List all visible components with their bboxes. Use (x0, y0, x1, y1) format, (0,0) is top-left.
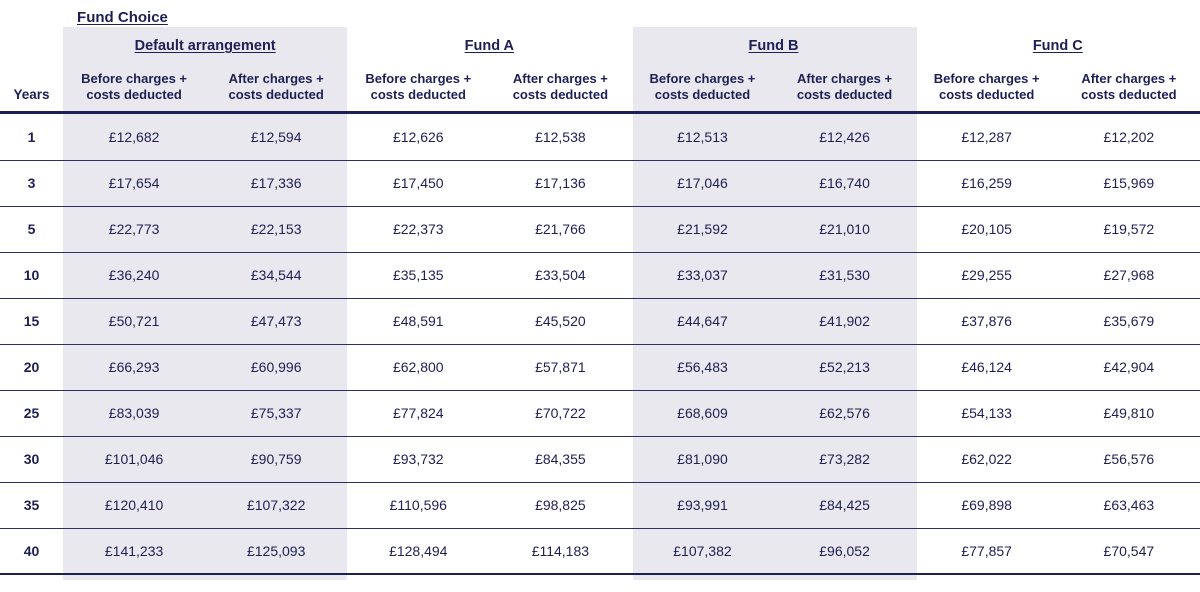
group-label-default-arrangement: Default arrangement (134, 38, 276, 54)
cell-value-4: £12,513 (631, 114, 773, 160)
cell-years: 5 (0, 206, 63, 252)
column-header-fund-b-after (774, 63, 916, 111)
sub-header-line1: After charges + (1081, 71, 1177, 86)
sub-header-line2: costs deducted (796, 87, 893, 102)
cell-value-5: £12,426 (774, 114, 916, 160)
table-row (0, 482, 1200, 528)
table-row (0, 114, 1200, 160)
cell-years: 40 (0, 528, 63, 574)
table-row (0, 206, 1200, 252)
cell-value-2: £62,800 (347, 344, 489, 390)
cell-value-4: £56,483 (631, 344, 773, 390)
sub-header-line1: Before charges + (649, 71, 756, 86)
group-header-fund-b (631, 27, 915, 63)
cell-value-4: £68,609 (631, 390, 773, 436)
cell-value-3: £98,825 (489, 482, 631, 528)
cell-value-7: £35,679 (1058, 298, 1200, 344)
cell-value-5: £62,576 (774, 390, 916, 436)
sub-header-line2: costs deducted (654, 87, 751, 102)
sub-header-line1: Before charges + (933, 71, 1040, 86)
cell-value-0: £36,240 (63, 252, 205, 298)
cell-value-2: £77,824 (347, 390, 489, 436)
cell-value-1: £125,093 (205, 528, 347, 574)
cell-value-3: £70,722 (489, 390, 631, 436)
table-row (0, 528, 1200, 574)
cell-years: 35 (0, 482, 63, 528)
column-header-fund-c-after (1058, 63, 1200, 111)
cell-value-3: £33,504 (489, 252, 631, 298)
cell-value-3: £114,183 (489, 528, 631, 574)
cell-value-4: £107,382 (631, 528, 773, 574)
cell-years: 10 (0, 252, 63, 298)
title-row (0, 0, 1200, 27)
cell-value-5: £41,902 (774, 298, 916, 344)
table-head (0, 0, 1200, 114)
cell-value-7: £27,968 (1058, 252, 1200, 298)
column-header-default-after (205, 63, 347, 111)
table-body (0, 114, 1200, 574)
cell-value-2: £93,732 (347, 436, 489, 482)
table-row (0, 344, 1200, 390)
cell-value-2: £17,450 (347, 160, 489, 206)
cell-value-4: £33,037 (631, 252, 773, 298)
table-row (0, 252, 1200, 298)
column-header-fund-b-before (631, 63, 773, 111)
cell-value-0: £12,682 (63, 114, 205, 160)
sub-header-line2: costs deducted (228, 87, 324, 102)
cell-value-6: £20,105 (916, 206, 1058, 252)
cell-value-6: £62,022 (916, 436, 1058, 482)
cell-value-7: £63,463 (1058, 482, 1200, 528)
group-label-fund-a: Fund A (464, 38, 515, 54)
cell-value-3: £57,871 (489, 344, 631, 390)
title-spacer (0, 0, 63, 27)
cell-value-4: £44,647 (631, 298, 773, 344)
cell-years: 30 (0, 436, 63, 482)
sub-header-line2: costs deducted (370, 87, 466, 102)
title-cell (63, 0, 1200, 27)
cell-value-6: £54,133 (916, 390, 1058, 436)
table-row (0, 298, 1200, 344)
cell-value-6: £29,255 (916, 252, 1058, 298)
group-label-fund-c: Fund C (1032, 38, 1083, 54)
cell-value-6: £69,898 (916, 482, 1058, 528)
cell-value-7: £15,969 (1058, 160, 1200, 206)
cell-value-1: £34,544 (205, 252, 347, 298)
cell-value-5: £16,740 (774, 160, 916, 206)
group-header-fund-c (916, 27, 1200, 63)
cell-value-3: £45,520 (489, 298, 631, 344)
cell-value-0: £17,654 (63, 160, 205, 206)
sub-header-line2: costs deducted (86, 87, 182, 102)
cell-value-1: £107,322 (205, 482, 347, 528)
cell-value-7: £19,572 (1058, 206, 1200, 252)
cell-value-5: £84,425 (774, 482, 916, 528)
cell-value-5: £96,052 (774, 528, 916, 574)
fund-group-header-row (0, 27, 1200, 63)
cell-value-7: £56,576 (1058, 436, 1200, 482)
sub-header-line2: costs deducted (1081, 87, 1177, 102)
table-row (0, 390, 1200, 436)
cell-value-7: £12,202 (1058, 114, 1200, 160)
group-header-default-arrangement (63, 27, 347, 63)
cell-value-2: £48,591 (347, 298, 489, 344)
sub-header-line1: After charges + (228, 71, 324, 86)
page-title: Fund Choice (77, 9, 168, 26)
cell-value-4: £81,090 (631, 436, 773, 482)
cell-value-0: £66,293 (63, 344, 205, 390)
cell-value-0: £101,046 (63, 436, 205, 482)
cell-value-4: £21,592 (631, 206, 773, 252)
cell-value-7: £70,547 (1058, 528, 1200, 574)
cell-value-3: £21,766 (489, 206, 631, 252)
cell-value-3: £12,538 (489, 114, 631, 160)
column-header-years: Years (13, 87, 50, 102)
cell-value-0: £141,233 (63, 528, 205, 574)
cell-value-4: £93,991 (631, 482, 773, 528)
cell-value-3: £84,355 (489, 436, 631, 482)
cell-value-1: £90,759 (205, 436, 347, 482)
sub-header-line1: After charges + (512, 71, 608, 86)
table-row (0, 436, 1200, 482)
cell-value-2: £35,135 (347, 252, 489, 298)
cell-value-1: £60,996 (205, 344, 347, 390)
group-row-years-spacer (0, 27, 63, 63)
table-row (0, 160, 1200, 206)
cell-value-5: £73,282 (774, 436, 916, 482)
cell-value-6: £12,287 (916, 114, 1058, 160)
cell-value-4: £17,046 (631, 160, 773, 206)
sub-header-line1: Before charges + (81, 71, 188, 86)
cell-value-6: £37,876 (916, 298, 1058, 344)
cell-years: 1 (0, 114, 63, 160)
column-header-fund-c-before (916, 63, 1058, 111)
sub-header-line1: Before charges + (365, 71, 472, 86)
sub-header-line2: costs deducted (512, 87, 609, 102)
cell-value-1: £22,153 (205, 206, 347, 252)
group-header-fund-a (347, 27, 631, 63)
column-header-fund-a-before (347, 63, 489, 111)
cell-years: 20 (0, 344, 63, 390)
cell-value-5: £21,010 (774, 206, 916, 252)
cell-value-7: £49,810 (1058, 390, 1200, 436)
cell-value-5: £31,530 (774, 252, 916, 298)
cell-value-0: £83,039 (63, 390, 205, 436)
cell-value-2: £12,626 (347, 114, 489, 160)
cell-years: 3 (0, 160, 63, 206)
cell-value-0: £120,410 (63, 482, 205, 528)
cell-value-2: £128,494 (347, 528, 489, 574)
cell-years: 25 (0, 390, 63, 436)
cell-value-0: £22,773 (63, 206, 205, 252)
column-header-fund-a-after (489, 63, 631, 111)
cell-value-1: £75,337 (205, 390, 347, 436)
cell-value-1: £17,336 (205, 160, 347, 206)
column-header-default-before (63, 63, 205, 111)
cell-value-2: £22,373 (347, 206, 489, 252)
cell-value-0: £50,721 (63, 298, 205, 344)
group-label-fund-b: Fund B (748, 38, 799, 54)
column-sub-header-row (0, 63, 1200, 111)
cell-years: 15 (0, 298, 63, 344)
sub-header-line2: costs deducted (938, 87, 1035, 102)
cell-value-6: £46,124 (916, 344, 1058, 390)
cell-value-7: £42,904 (1058, 344, 1200, 390)
cell-value-6: £16,259 (916, 160, 1058, 206)
cell-value-1: £12,594 (205, 114, 347, 160)
cell-value-2: £110,596 (347, 482, 489, 528)
cell-value-6: £77,857 (916, 528, 1058, 574)
cell-value-1: £47,473 (205, 298, 347, 344)
sub-header-line1: After charges + (797, 71, 893, 86)
cell-value-3: £17,136 (489, 160, 631, 206)
cell-value-5: £52,213 (774, 344, 916, 390)
